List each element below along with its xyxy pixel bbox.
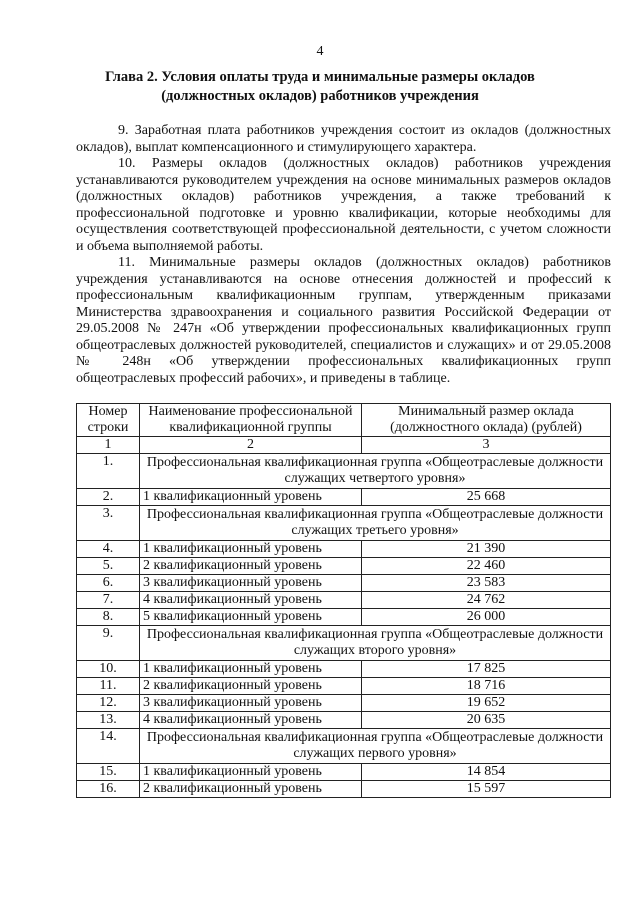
table-group-row (77, 729, 611, 764)
column-number-cell: 1 (77, 437, 140, 454)
paragraph-9: 9. Заработная плата работников учреждения состоит из окладов (должностных окладов), выплат компенсационного и стимулирующего характера. (76, 123, 611, 155)
table-row (77, 695, 611, 712)
table-body (77, 454, 611, 798)
salary-cell: 26 000 (362, 609, 611, 626)
table-row (77, 661, 611, 678)
table-row (77, 712, 611, 729)
column-number-cell: 2 (140, 437, 362, 454)
salary-cell: 23 583 (362, 575, 611, 592)
group-name-cell: Профессиональная квалификационная группа «Общеотраслевые должности служащих первого уровня» (140, 729, 611, 764)
table-group-row (77, 506, 611, 541)
table-row (77, 678, 611, 695)
table-row (77, 781, 611, 798)
table-header-row (77, 404, 611, 437)
qualification-level-cell: 1 квалификационный уровень (140, 764, 362, 781)
salary-cell: 15 597 (362, 781, 611, 798)
row-number-cell: 14. (77, 729, 140, 764)
table-row (77, 489, 611, 506)
salary-table (76, 403, 611, 798)
document-body (76, 123, 611, 387)
qualification-level-cell: 2 квалификационный уровень (140, 558, 362, 575)
paragraph-11: 11. Минимальные размеры окладов (должностных окладов) работников учреждения устанавливаются на основе отнесения должностей и профессий к профессиональным квалификационным группам, утвержденным приказами Министерства здравоохранения и социального развития Российской Федерации от 29.05.2008 № 247н «Об утверждении профессиональных квалификационных групп общеотраслевых должностей руководителей, специалистов и служащих» и от 29.05.2008 № 248н «Об утверждении профессиональных квалификационных групп общеотраслевых профессий рабочих», и приведены в таблице. (76, 255, 611, 386)
header-group-name: Наименование профессиональной квалификационной группы (140, 404, 362, 437)
qualification-level-cell: 3 квалификационный уровень (140, 695, 362, 712)
table-row (77, 575, 611, 592)
column-numbers-row (77, 437, 611, 454)
table-row (77, 764, 611, 781)
row-number-cell: 8. (77, 609, 140, 626)
salary-cell: 22 460 (362, 558, 611, 575)
table-row (77, 541, 611, 558)
row-number-cell: 12. (77, 695, 140, 712)
salary-cell: 21 390 (362, 541, 611, 558)
group-name-cell: Профессиональная квалификационная группа «Общеотраслевые должности служащих второго уровня» (140, 626, 611, 661)
table-row (77, 558, 611, 575)
paragraph-10: 10. Размеры окладов (должностных окладов) работников учреждения устанавливаются руководителем учреждения на основе минимальных размеров окладов (должностных окладов) работников учреждения, а также требований к профессиональной подготовке и уровню квалификации, которые необходимы для осуществления соответствующей профессиональной деятельности, с учетом сложности и объема выполняемой работы. (76, 156, 611, 254)
header-row-number: Номер строки (77, 404, 140, 437)
salary-cell: 25 668 (362, 489, 611, 506)
salary-cell: 14 854 (362, 764, 611, 781)
column-number-cell: 3 (362, 437, 611, 454)
salary-cell: 20 635 (362, 712, 611, 729)
row-number-cell: 10. (77, 661, 140, 678)
row-number-cell: 2. (77, 489, 140, 506)
row-number-cell: 15. (77, 764, 140, 781)
table-row (77, 609, 611, 626)
row-number-cell: 11. (77, 678, 140, 695)
qualification-level-cell: 1 квалификационный уровень (140, 661, 362, 678)
row-number-cell: 9. (77, 626, 140, 661)
row-number-cell: 4. (77, 541, 140, 558)
qualification-level-cell: 4 квалификационный уровень (140, 712, 362, 729)
qualification-level-cell: 2 квалификационный уровень (140, 678, 362, 695)
salary-cell: 24 762 (362, 592, 611, 609)
row-number-cell: 16. (77, 781, 140, 798)
salary-cell: 17 825 (362, 661, 611, 678)
qualification-level-cell: 1 квалификационный уровень (140, 541, 362, 558)
group-name-cell: Профессиональная квалификационная группа «Общеотраслевые должности служащих третьего уровня» (140, 506, 611, 541)
salary-cell: 19 652 (362, 695, 611, 712)
qualification-level-cell: 3 квалификационный уровень (140, 575, 362, 592)
table-group-row (77, 626, 611, 661)
qualification-level-cell: 5 квалификационный уровень (140, 609, 362, 626)
row-number-cell: 5. (77, 558, 140, 575)
chapter-title: Глава 2. Условия оплаты труда и минимальные размеры окладов (должностных окладов) работников учреждения (105, 69, 535, 104)
table-row (77, 592, 611, 609)
row-number-cell: 1. (77, 454, 140, 489)
row-number-cell: 7. (77, 592, 140, 609)
row-number-cell: 13. (77, 712, 140, 729)
qualification-level-cell: 4 квалификационный уровень (140, 592, 362, 609)
header-min-salary: Минимальный размер оклада (должностного оклада) (рублей) (362, 404, 611, 437)
row-number-cell: 6. (77, 575, 140, 592)
table-group-row (77, 454, 611, 489)
row-number-cell: 3. (77, 506, 140, 541)
page-number: 4 (316, 44, 324, 59)
qualification-level-cell: 1 квалификационный уровень (140, 489, 362, 506)
qualification-level-cell: 2 квалификационный уровень (140, 781, 362, 798)
group-name-cell: Профессиональная квалификационная группа «Общеотраслевые должности служащих четвертого уровня» (140, 454, 611, 489)
salary-cell: 18 716 (362, 678, 611, 695)
